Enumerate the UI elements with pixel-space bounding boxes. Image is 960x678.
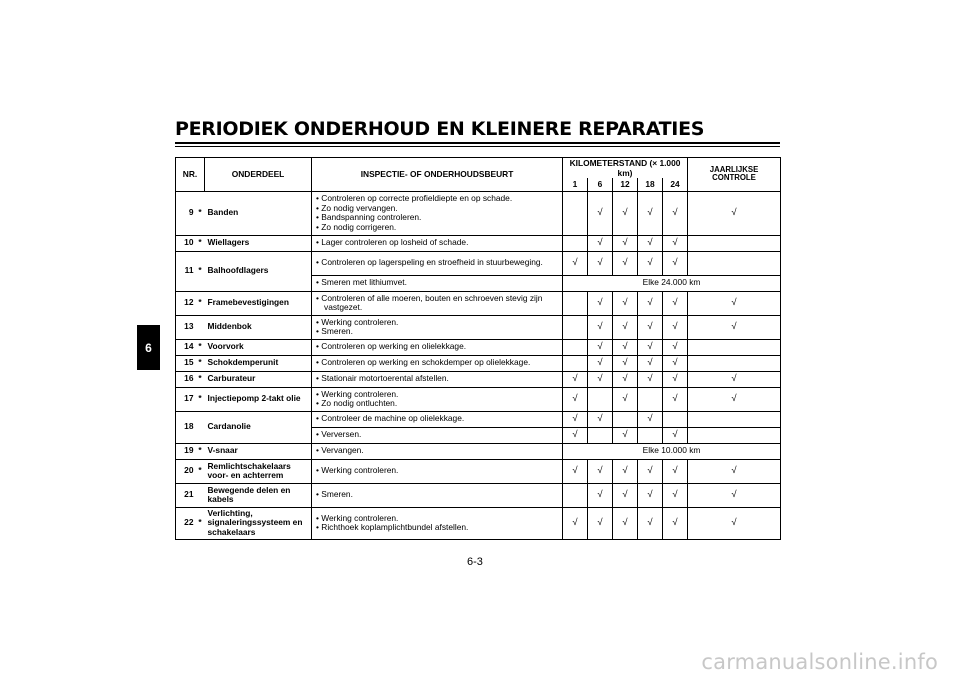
maintenance-action (312, 315, 563, 339)
check-mark: √ (647, 372, 653, 384)
check-mark: √ (597, 412, 603, 424)
page-title: PERIODIEK ONDERHOUD EN KLEINERE REPARATIES (175, 118, 705, 140)
check-mark: √ (672, 464, 678, 476)
maintenance-action (312, 251, 563, 275)
dealer-service-mark: * (196, 355, 205, 371)
yearly-check-cell (688, 507, 781, 539)
row-number: 17 (176, 387, 196, 411)
row-number: 11 (176, 251, 196, 291)
table-row (176, 291, 781, 315)
check-mark: √ (731, 464, 737, 476)
check-cell (663, 235, 688, 251)
maintenance-action (312, 291, 563, 315)
check-mark: √ (731, 320, 737, 332)
header-km-0: 1 (563, 178, 588, 191)
check-mark: √ (672, 428, 678, 440)
yearly-check-cell (688, 235, 781, 251)
dealer-service-mark: * (196, 443, 205, 459)
action-item: • Controleren op werking en olielekkage. (316, 342, 560, 352)
yearly-check-cell (688, 191, 781, 235)
action-item: • Controleren op werking en schokdemper op olielekkage. (316, 358, 560, 368)
dealer-service-mark: * (196, 251, 205, 291)
check-cell (663, 483, 688, 507)
check-mark: √ (672, 356, 678, 368)
check-cell (588, 251, 613, 275)
header-km-3: 18 (638, 178, 663, 191)
check-cell (638, 251, 663, 275)
dealer-service-mark: * (196, 387, 205, 411)
check-mark: √ (672, 340, 678, 352)
check-mark: √ (622, 428, 628, 440)
check-mark: √ (672, 488, 678, 500)
check-cell (638, 191, 663, 235)
action-item: • Werking controleren. (316, 514, 560, 524)
check-mark: √ (622, 356, 628, 368)
check-cell (663, 387, 688, 411)
maintenance-action (312, 235, 563, 251)
table-row (176, 443, 781, 459)
check-cell (638, 507, 663, 539)
check-cell (613, 507, 638, 539)
header-yearly-check: JAARLIJKSE CONTROLE (688, 158, 781, 192)
check-cell (663, 427, 688, 443)
action-item: • Smeren. (316, 327, 560, 337)
check-cell (588, 235, 613, 251)
action-item: • Controleren op lagerspeling en stroefheid in stuurbeweging. (316, 258, 560, 268)
check-cell (588, 387, 613, 411)
yearly-check-cell (688, 315, 781, 339)
check-mark: √ (647, 412, 653, 424)
interval-note: Elke 24.000 km (563, 275, 781, 291)
check-mark: √ (597, 256, 603, 268)
check-cell (563, 371, 588, 387)
check-mark: √ (731, 488, 737, 500)
header-action: INSPECTIE- OF ONDERHOUDSBEURT (312, 158, 563, 192)
check-cell (588, 371, 613, 387)
check-cell (588, 411, 613, 427)
check-mark: √ (647, 464, 653, 476)
check-mark: √ (672, 236, 678, 248)
header-km-2: 12 (613, 178, 638, 191)
check-cell (638, 427, 663, 443)
header-km-4: 24 (663, 178, 688, 191)
check-mark: √ (647, 356, 653, 368)
maintenance-action (312, 339, 563, 355)
table-row (176, 507, 781, 539)
table-row (176, 191, 781, 235)
check-mark: √ (597, 296, 603, 308)
check-cell (588, 483, 613, 507)
watermark: carmanualsonline.info (701, 650, 938, 674)
check-cell (613, 339, 638, 355)
check-cell (613, 251, 638, 275)
dealer-service-mark: * (196, 459, 205, 483)
check-cell (613, 427, 638, 443)
check-cell (613, 291, 638, 315)
check-cell (638, 315, 663, 339)
check-mark: √ (622, 392, 628, 404)
check-cell (638, 291, 663, 315)
check-mark: √ (647, 256, 653, 268)
action-item: • Controleren of alle moeren, bouten en schroeven stevig zijn vastgezet. (316, 294, 560, 313)
yearly-check-cell (688, 387, 781, 411)
check-cell (663, 459, 688, 483)
check-mark: √ (622, 516, 628, 528)
check-cell (638, 371, 663, 387)
yearly-check-cell (688, 427, 781, 443)
header-nr: NR. (176, 158, 205, 192)
check-cell (563, 355, 588, 371)
row-number: 18 (176, 411, 196, 443)
check-cell (638, 339, 663, 355)
check-cell (663, 291, 688, 315)
row-number: 22 (176, 507, 196, 539)
action-item: • Zo nodig ontluchten. (316, 399, 560, 409)
part-name: Framebevestigingen (205, 291, 312, 315)
check-mark: √ (622, 464, 628, 476)
part-name: Cardanolie (205, 411, 312, 443)
dealer-service-mark: * (196, 371, 205, 387)
check-mark: √ (647, 516, 653, 528)
row-number: 16 (176, 371, 196, 387)
check-mark: √ (672, 256, 678, 268)
table-row (176, 355, 781, 371)
row-number: 20 (176, 459, 196, 483)
check-cell (613, 483, 638, 507)
action-item: • Stationair motortoerental afstellen. (316, 374, 560, 384)
check-cell (613, 371, 638, 387)
check-mark: √ (647, 320, 653, 332)
check-mark: √ (672, 392, 678, 404)
check-cell (588, 355, 613, 371)
check-cell (563, 483, 588, 507)
yearly-check-cell (688, 355, 781, 371)
part-name: Bewegende delen en kabels (205, 483, 312, 507)
check-mark: √ (647, 296, 653, 308)
yearly-check-cell (688, 459, 781, 483)
check-cell (563, 459, 588, 483)
row-number: 13 (176, 315, 196, 339)
check-cell (613, 355, 638, 371)
part-name: Banden (205, 191, 312, 235)
check-mark: √ (622, 488, 628, 500)
maintenance-action (312, 507, 563, 539)
part-name: Injectiepomp 2-takt olie (205, 387, 312, 411)
check-cell (563, 251, 588, 275)
check-cell (638, 235, 663, 251)
check-mark: √ (672, 516, 678, 528)
check-mark: √ (622, 296, 628, 308)
row-number: 10 (176, 235, 196, 251)
check-mark: √ (672, 320, 678, 332)
check-mark: √ (731, 206, 737, 218)
part-name: Carburateur (205, 371, 312, 387)
check-cell (663, 507, 688, 539)
page-number: 6-3 (467, 556, 483, 568)
check-cell (563, 507, 588, 539)
header-km-1: 6 (588, 178, 613, 191)
maintenance-action (312, 411, 563, 427)
header-kilometerstand: KILOMETERSTAND (× 1.000 km) (563, 158, 688, 179)
header-part: ONDERDEEL (205, 158, 312, 192)
check-cell (613, 459, 638, 483)
dealer-service-mark: * (196, 507, 205, 539)
check-cell (588, 339, 613, 355)
action-item: • Zo nodig corrigeren. (316, 223, 560, 233)
part-name: Balhoofdlagers (205, 251, 312, 291)
check-cell (588, 427, 613, 443)
table-row (176, 251, 781, 275)
check-mark: √ (597, 206, 603, 218)
action-item: • Zo nodig vervangen. (316, 204, 560, 214)
dealer-service-mark: * (196, 339, 205, 355)
check-cell (638, 387, 663, 411)
check-cell (588, 315, 613, 339)
title-rule-thin (175, 146, 780, 147)
row-number: 9 (176, 191, 196, 235)
check-mark: √ (597, 464, 603, 476)
check-cell (563, 315, 588, 339)
part-name: V-snaar (205, 443, 312, 459)
check-cell (638, 483, 663, 507)
check-mark: √ (572, 256, 578, 268)
check-cell (663, 371, 688, 387)
check-cell (638, 459, 663, 483)
check-cell (663, 251, 688, 275)
interval-note: Elke 10.000 km (563, 443, 781, 459)
check-cell (563, 191, 588, 235)
check-mark: √ (731, 516, 737, 528)
check-cell (588, 291, 613, 315)
part-name: Schokdemperunit (205, 355, 312, 371)
check-mark: √ (622, 372, 628, 384)
table-row (176, 371, 781, 387)
check-cell (563, 427, 588, 443)
check-cell (563, 235, 588, 251)
maintenance-action (312, 387, 563, 411)
check-mark: √ (572, 516, 578, 528)
check-mark: √ (597, 516, 603, 528)
check-cell (613, 315, 638, 339)
maintenance-action (312, 355, 563, 371)
dealer-service-mark (196, 315, 205, 339)
yearly-check-cell (688, 251, 781, 275)
yearly-check-cell (688, 291, 781, 315)
title-rule (175, 142, 780, 144)
dealer-service-mark: * (196, 291, 205, 315)
check-cell (663, 411, 688, 427)
table-row (176, 459, 781, 483)
check-mark: √ (731, 296, 737, 308)
check-cell (563, 291, 588, 315)
row-number: 12 (176, 291, 196, 315)
table-row (176, 339, 781, 355)
dealer-service-mark: * (196, 235, 205, 251)
check-mark: √ (622, 340, 628, 352)
check-cell (638, 411, 663, 427)
action-item: • Controleren op correcte profieldiepte en op schade. (316, 194, 560, 204)
action-item: • Smeren. (316, 490, 560, 500)
check-cell (663, 355, 688, 371)
action-item: • Richthoek koplamplichtbundel afstellen. (316, 523, 560, 533)
maintenance-action (312, 371, 563, 387)
check-mark: √ (672, 372, 678, 384)
check-cell (563, 411, 588, 427)
check-mark: √ (622, 256, 628, 268)
action-item: • Werking controleren. (316, 466, 560, 476)
check-cell (663, 315, 688, 339)
check-cell (613, 411, 638, 427)
check-mark: √ (597, 236, 603, 248)
check-mark: √ (647, 488, 653, 500)
yearly-check-cell (688, 339, 781, 355)
part-name: Remlichtschakelaars voor- en achterrem (205, 459, 312, 483)
table-row (176, 483, 781, 507)
check-mark: √ (647, 340, 653, 352)
check-cell (663, 339, 688, 355)
check-mark: √ (622, 320, 628, 332)
action-item: • Lager controleren op losheid of schade. (316, 238, 560, 248)
action-item: • Werking controleren. (316, 318, 560, 328)
table-row (176, 387, 781, 411)
table-row (176, 315, 781, 339)
check-cell (613, 387, 638, 411)
check-cell (663, 191, 688, 235)
maintenance-action (312, 427, 563, 443)
action-item: • Smeren met lithiumvet. (316, 278, 560, 288)
table-row (176, 411, 781, 427)
check-cell (588, 459, 613, 483)
check-mark: √ (572, 372, 578, 384)
part-name: Verlichting, signaleringssysteem en schakelaars (205, 507, 312, 539)
part-name: Wiellagers (205, 235, 312, 251)
check-cell (613, 235, 638, 251)
check-mark: √ (731, 372, 737, 384)
check-mark: √ (572, 428, 578, 440)
maintenance-action (312, 443, 563, 459)
row-number: 21 (176, 483, 196, 507)
chapter-tab: 6 (137, 325, 160, 370)
check-cell (638, 355, 663, 371)
part-name: Middenbok (205, 315, 312, 339)
maintenance-action (312, 275, 563, 291)
action-item: • Vervangen. (316, 446, 560, 456)
action-item: • Controleer de machine op olielekkage. (316, 414, 560, 424)
check-mark: √ (572, 412, 578, 424)
dealer-service-mark: * (196, 191, 205, 235)
check-mark: √ (597, 340, 603, 352)
row-number: 19 (176, 443, 196, 459)
maintenance-action (312, 191, 563, 235)
maintenance-table (175, 157, 781, 540)
check-mark: √ (597, 356, 603, 368)
check-cell (563, 339, 588, 355)
check-mark: √ (647, 236, 653, 248)
action-item: • Werking controleren. (316, 390, 560, 400)
maintenance-action (312, 483, 563, 507)
dealer-service-mark (196, 483, 205, 507)
check-mark: √ (597, 372, 603, 384)
table-row (176, 235, 781, 251)
yearly-check-cell (688, 483, 781, 507)
dealer-service-mark (196, 411, 205, 443)
yearly-check-cell (688, 411, 781, 427)
check-mark: √ (731, 392, 737, 404)
part-name: Voorvork (205, 339, 312, 355)
yearly-check-cell (688, 371, 781, 387)
check-mark: √ (597, 488, 603, 500)
action-item: • Verversen. (316, 430, 560, 440)
check-cell (588, 507, 613, 539)
row-number: 14 (176, 339, 196, 355)
check-mark: √ (572, 392, 578, 404)
check-mark: √ (622, 236, 628, 248)
check-mark: √ (622, 206, 628, 218)
check-mark: √ (572, 464, 578, 476)
check-mark: √ (597, 320, 603, 332)
maintenance-action (312, 459, 563, 483)
check-cell (613, 191, 638, 235)
check-mark: √ (672, 206, 678, 218)
check-cell (563, 387, 588, 411)
check-cell (588, 191, 613, 235)
check-mark: √ (672, 296, 678, 308)
row-number: 15 (176, 355, 196, 371)
check-mark: √ (647, 206, 653, 218)
action-item: • Bandspanning controleren. (316, 213, 560, 223)
